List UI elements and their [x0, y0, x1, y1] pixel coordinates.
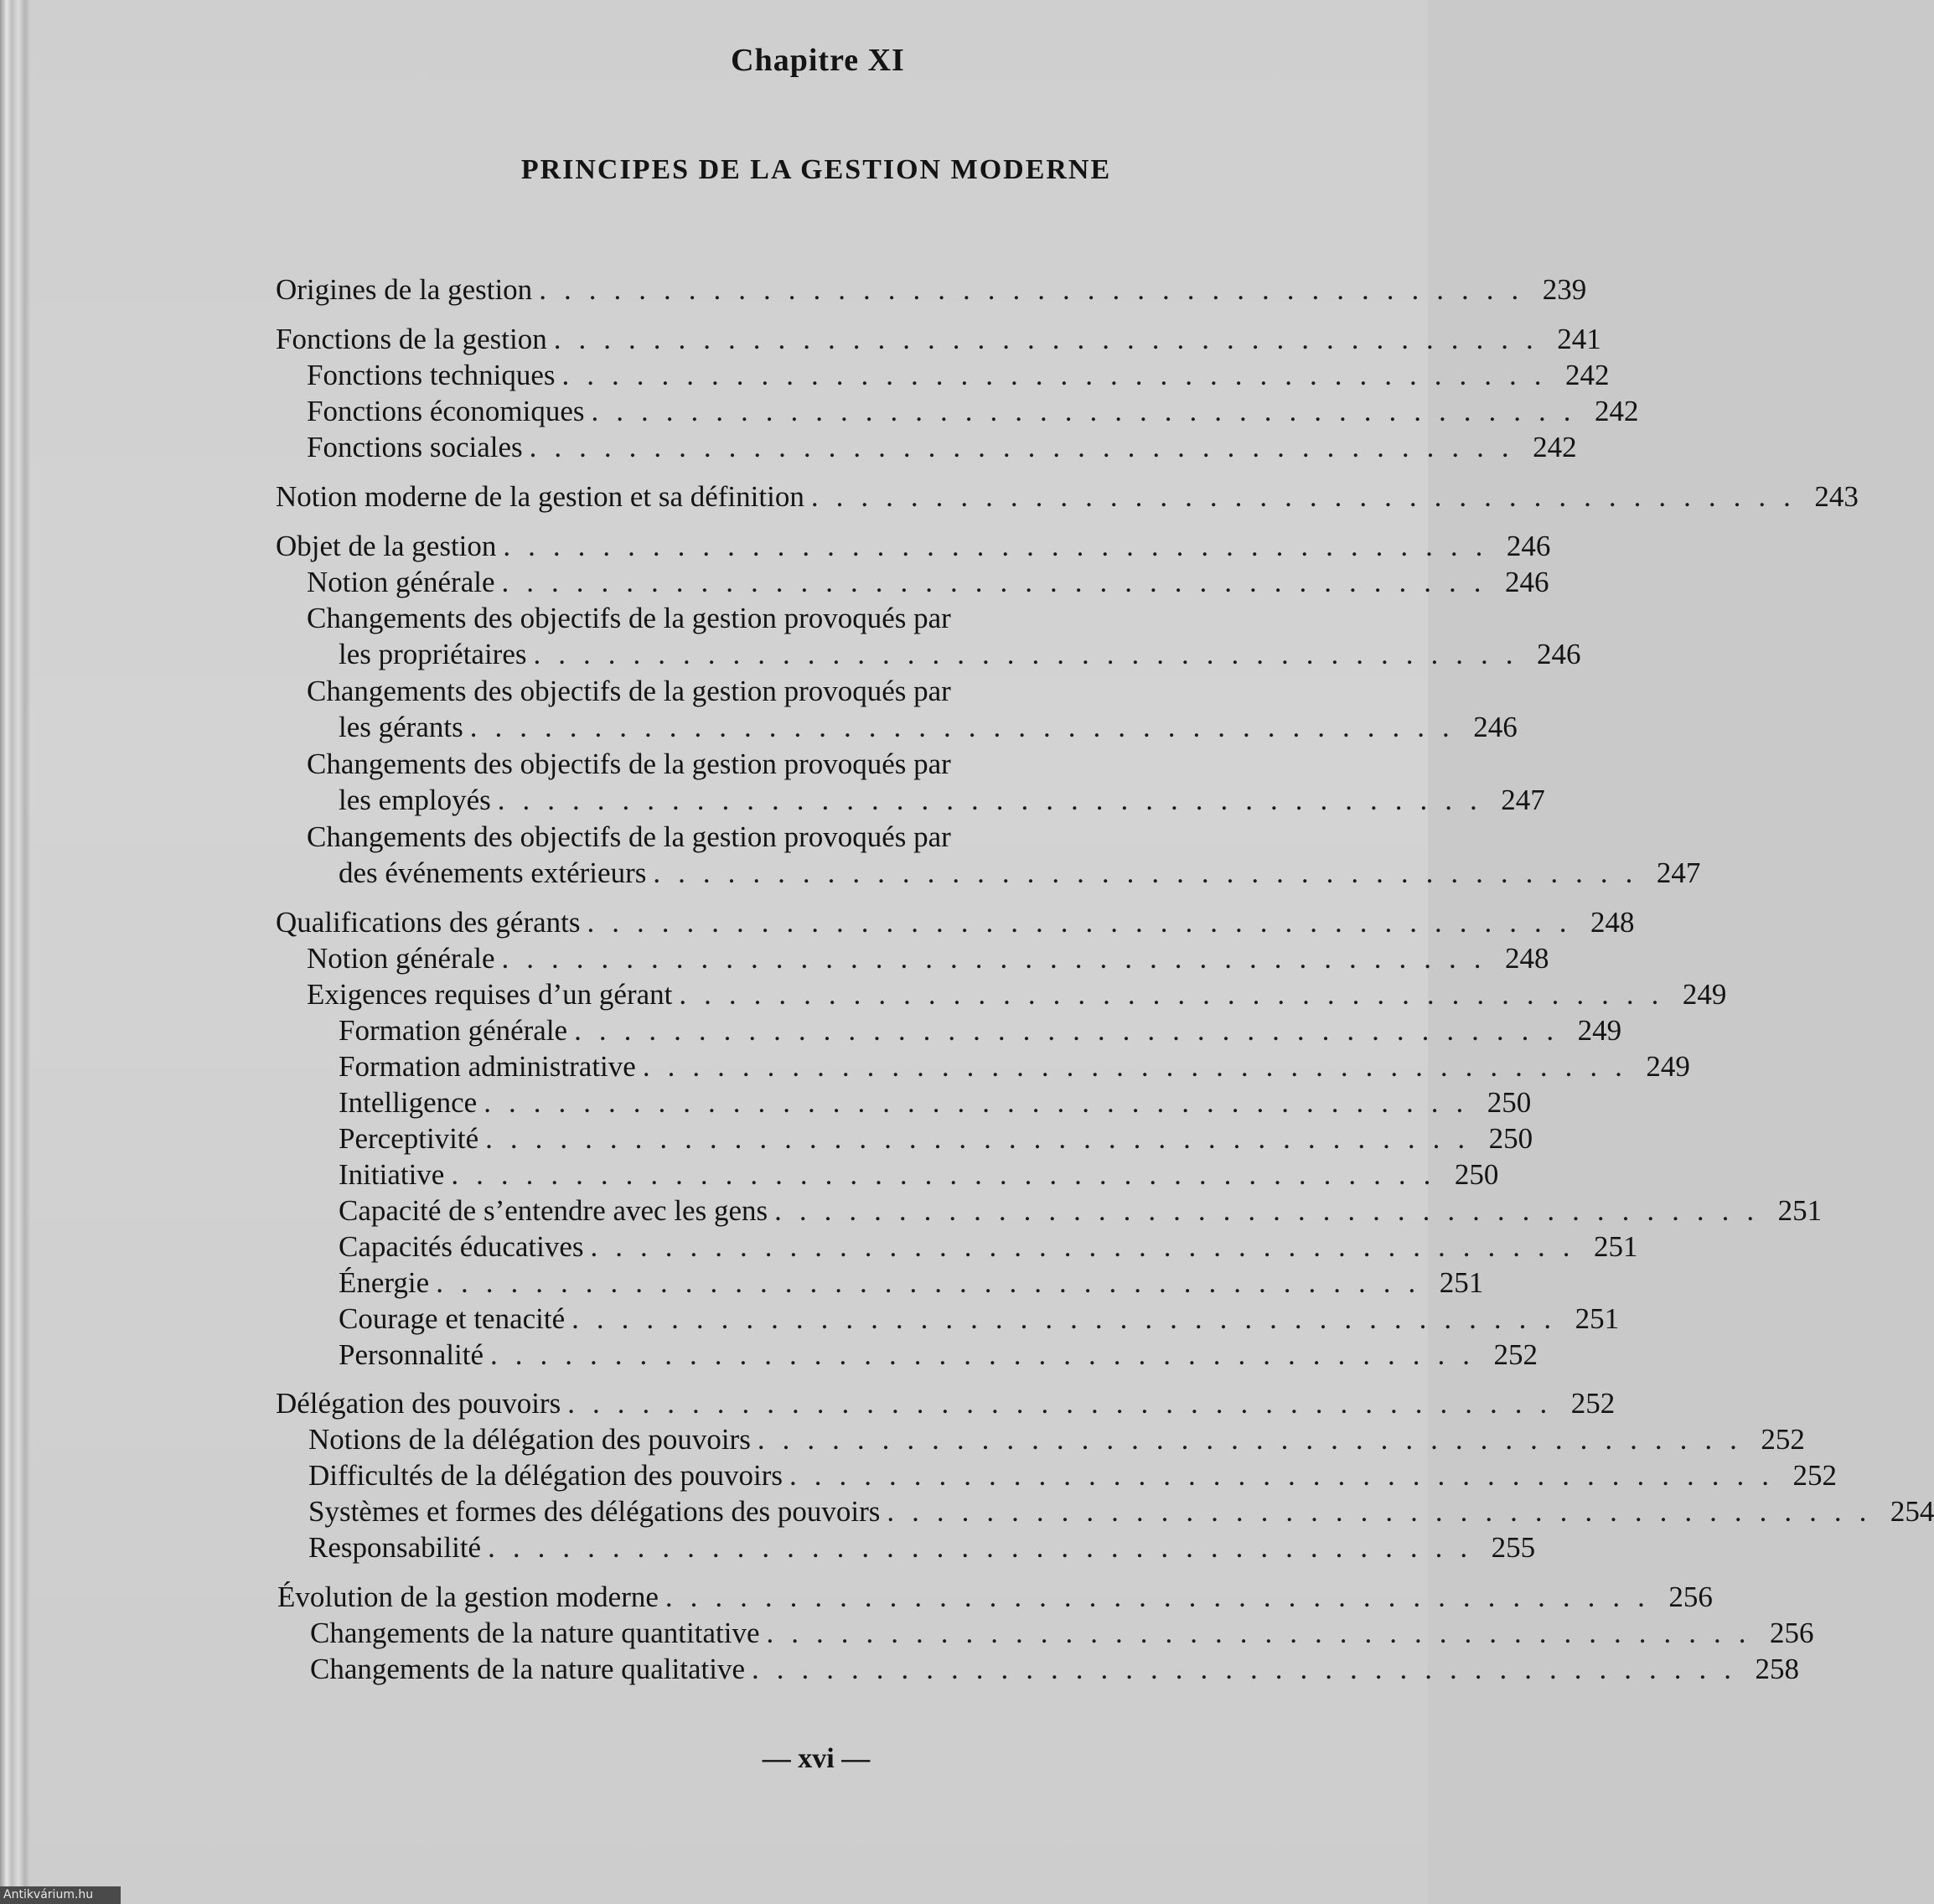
toc-entry-page: 249 — [1646, 1050, 1690, 1083]
toc-entry-text: Personnalité — [339, 1338, 484, 1371]
toc-entry-text: Formation administrative — [339, 1050, 636, 1083]
leader-dots: ........................................ — [574, 1014, 1572, 1047]
toc-entry-page: 246 — [1537, 638, 1581, 670]
toc-entry — [310, 1651, 1799, 1688]
toc-entry — [276, 479, 1859, 515]
toc-entry-page: 254 — [1890, 1495, 1934, 1528]
toc-entry-page: 255 — [1491, 1531, 1536, 1564]
leader-dots: ........................................ — [533, 638, 1531, 670]
leader-dots: ........................................ — [485, 1122, 1483, 1155]
toc-entry — [339, 1301, 1620, 1337]
toc-entry-page: 242 — [1595, 395, 1639, 427]
toc-entry-page: 246 — [1473, 711, 1518, 743]
toc-entry-page: 247 — [1501, 784, 1545, 816]
toc-entry — [308, 1421, 1805, 1458]
toc-entry-text: Changements des objectifs de la gestion provoqués par — [307, 675, 951, 707]
toc-entry-text: Formation générale — [339, 1014, 568, 1047]
toc-entry-text: Changements de la nature quantitative — [310, 1617, 760, 1649]
toc-entry — [339, 1193, 1823, 1229]
toc-entry — [339, 1337, 1538, 1374]
leader-dots: ........................................ — [590, 1230, 1588, 1263]
chapter-heading: Chapitre XI — [731, 43, 905, 78]
toc-entry-text: Notion générale — [307, 566, 495, 598]
toc-entry-text: Fonctions sociales — [307, 431, 523, 463]
leader-dots: ........................................ — [484, 1086, 1482, 1119]
watermark: Antikvárium.hu — [0, 1886, 121, 1904]
toc-entry-page: 247 — [1656, 856, 1701, 889]
toc-entry — [307, 940, 1549, 977]
toc-entry-page: 249 — [1577, 1014, 1622, 1047]
toc-entry-text: Exigences requises d’un gérant — [307, 978, 673, 1011]
toc-entry — [276, 321, 1601, 358]
toc-entry-text: Courage et tenacité — [339, 1302, 566, 1335]
toc-entry-page: 246 — [1505, 566, 1549, 598]
toc-entry-page: 251 — [1594, 1230, 1638, 1263]
toc-entry-text: Notion générale — [307, 942, 495, 975]
toc-entry-page: 250 — [1487, 1086, 1532, 1119]
toc-entry-page: 252 — [1761, 1423, 1805, 1456]
toc-entry — [307, 429, 1577, 466]
toc-entry-page: 251 — [1575, 1302, 1620, 1335]
leader-dots: ........................................ — [757, 1423, 1755, 1456]
toc-entry — [339, 855, 1701, 892]
toc-entry — [339, 709, 1518, 746]
leader-dots: ........................................ — [810, 480, 1808, 513]
toc-entry-text: Changements des objectifs de la gestion provoqués par — [307, 748, 951, 780]
toc-entry — [339, 1120, 1533, 1157]
toc-entry-text: les employés — [339, 784, 491, 816]
leader-dots: ........................................ — [567, 1387, 1565, 1420]
toc-entry-page: 248 — [1505, 942, 1549, 975]
toc-entry — [339, 1156, 1499, 1193]
leader-dots: ........................................ — [571, 1302, 1569, 1335]
toc-entry-page: 252 — [1570, 1387, 1616, 1420]
toc-entry — [339, 636, 1581, 673]
leader-dots: ........................................ — [887, 1495, 1885, 1528]
toc-entry-text: Changements de la nature qualitative — [310, 1653, 745, 1685]
toc-entry-page: 256 — [1668, 1581, 1713, 1613]
toc-entry-text: les gérants — [339, 711, 463, 743]
toc-entry — [339, 1229, 1638, 1265]
toc-entry — [339, 782, 1545, 819]
toc-entry-text: Fonctions de la gestion — [276, 323, 547, 355]
section-heading: PRINCIPES DE LA GESTION MODERNE — [520, 154, 1112, 185]
toc-entry — [307, 393, 1639, 430]
toc-entry — [339, 1048, 1690, 1085]
leader-dots: ........................................ — [501, 942, 1499, 975]
leader-dots: ........................................ — [451, 1158, 1449, 1191]
toc-entry-text: Notion moderne de la gestion et sa définition — [276, 480, 804, 513]
toc-entry — [308, 1493, 1934, 1530]
toc-entry-text: Objet de la gestion — [276, 530, 497, 562]
toc-entry-text: des événements extérieurs — [339, 856, 647, 889]
toc-entry-page: 243 — [1814, 480, 1859, 513]
toc-entry-page: 252 — [1792, 1459, 1838, 1492]
toc-entry-text: Fonctions techniques — [307, 359, 556, 391]
leader-dots: ........................................ — [553, 323, 1551, 355]
toc-entry — [276, 528, 1551, 565]
leader-dots: ........................................ — [789, 1459, 1787, 1492]
toc-entry-text: les propriétaires — [339, 638, 527, 670]
leader-dots: ........................................ — [679, 978, 1677, 1011]
toc-entry-text: Fonctions économiques — [307, 395, 585, 427]
toc-entry-page: 256 — [1769, 1617, 1814, 1649]
toc-entry-page: 251 — [1777, 1194, 1823, 1227]
toc-entry-text: Origines de la gestion — [276, 273, 533, 306]
page-number: — xvi — — [762, 1743, 871, 1774]
toc-entry-text: Délégation des pouvoirs — [276, 1387, 561, 1420]
toc-entry-text: Systèmes et formes des délégations des pouvoirs — [308, 1495, 881, 1528]
toc-entry — [276, 272, 1587, 308]
leader-dots: ........................................ — [529, 431, 1527, 463]
leader-dots: ........................................ — [591, 395, 1589, 427]
toc-entry — [308, 1457, 1838, 1494]
toc-entry — [307, 357, 1610, 394]
toc-entry-text: Énergie — [339, 1266, 430, 1299]
toc-entry-page: 248 — [1590, 906, 1635, 939]
toc-entry-text: Qualifications des gérants — [276, 906, 581, 939]
toc-entry-text: Changements des objectifs de la gestion provoqués par — [307, 602, 951, 634]
toc-entry-text: Notions de la délégation des pouvoirs — [308, 1423, 751, 1456]
toc-entry-text: Responsabilité — [308, 1531, 482, 1564]
toc-entry — [277, 1579, 1713, 1616]
toc-entry-text: Initiative — [339, 1158, 445, 1191]
toc-entry-text: Perceptivité — [339, 1122, 479, 1155]
toc-entry — [276, 904, 1635, 941]
toc-entry-page: 242 — [1565, 359, 1610, 391]
leader-dots: ........................................ — [497, 784, 1495, 816]
toc-entry-page: 252 — [1493, 1338, 1538, 1371]
leader-dots: ........................................ — [664, 1581, 1663, 1613]
leader-dots: ........................................ — [436, 1266, 1434, 1299]
toc-entry-page: 258 — [1755, 1653, 1799, 1685]
toc-entry — [310, 1615, 1814, 1652]
leader-dots: ........................................ — [766, 1617, 1764, 1649]
toc-entry-page: 249 — [1682, 978, 1727, 1011]
leader-dots: ........................................ — [469, 711, 1467, 743]
toc-entry-page: 242 — [1533, 431, 1577, 463]
toc-entry — [339, 1012, 1622, 1049]
leader-dots: ........................................ — [501, 566, 1499, 598]
leader-dots: ........................................ — [561, 359, 1559, 391]
book-gutter — [0, 0, 30, 1904]
toc-entry-page: 250 — [1454, 1158, 1499, 1191]
toc-entry-page: 250 — [1488, 1122, 1533, 1155]
leader-dots: ........................................ — [490, 1338, 1488, 1371]
toc-entry — [276, 1385, 1616, 1422]
toc-entry — [308, 1529, 1536, 1566]
toc-entry-text: Capacité de s’entendre avec les gens — [339, 1194, 768, 1227]
toc-entry-page: 241 — [1557, 323, 1601, 355]
toc-entry — [307, 564, 1549, 601]
table-of-contents — [30, 0, 1934, 1760]
toc-entry-page: 251 — [1439, 1266, 1484, 1299]
toc-entry-text: Difficultés de la délégation des pouvoirs — [308, 1459, 783, 1492]
leader-dots: ........................................ — [653, 856, 1651, 889]
toc-entry — [339, 1084, 1532, 1121]
toc-entry-page: 239 — [1542, 273, 1587, 306]
toc-entry-text: Changements des objectifs de la gestion provoqués par — [307, 820, 951, 853]
toc-entry — [307, 976, 1727, 1013]
leader-dots: ........................................ — [642, 1050, 1640, 1083]
leader-dots: ........................................ — [751, 1653, 1749, 1685]
leader-dots: ........................................ — [774, 1194, 1772, 1227]
book-page — [30, 0, 1934, 1904]
toc-entry-text: Capacités éducatives — [339, 1230, 584, 1263]
toc-entry-page: 246 — [1506, 530, 1551, 562]
toc-entry-text: Intelligence — [339, 1086, 478, 1119]
toc-entry — [339, 1265, 1484, 1301]
leader-dots: ........................................ — [539, 273, 1537, 306]
toc-entry-text: Évolution de la gestion moderne — [277, 1581, 659, 1613]
leader-dots: ........................................ — [503, 530, 1501, 562]
leader-dots: ........................................ — [488, 1531, 1486, 1564]
leader-dots: ........................................ — [587, 906, 1585, 939]
